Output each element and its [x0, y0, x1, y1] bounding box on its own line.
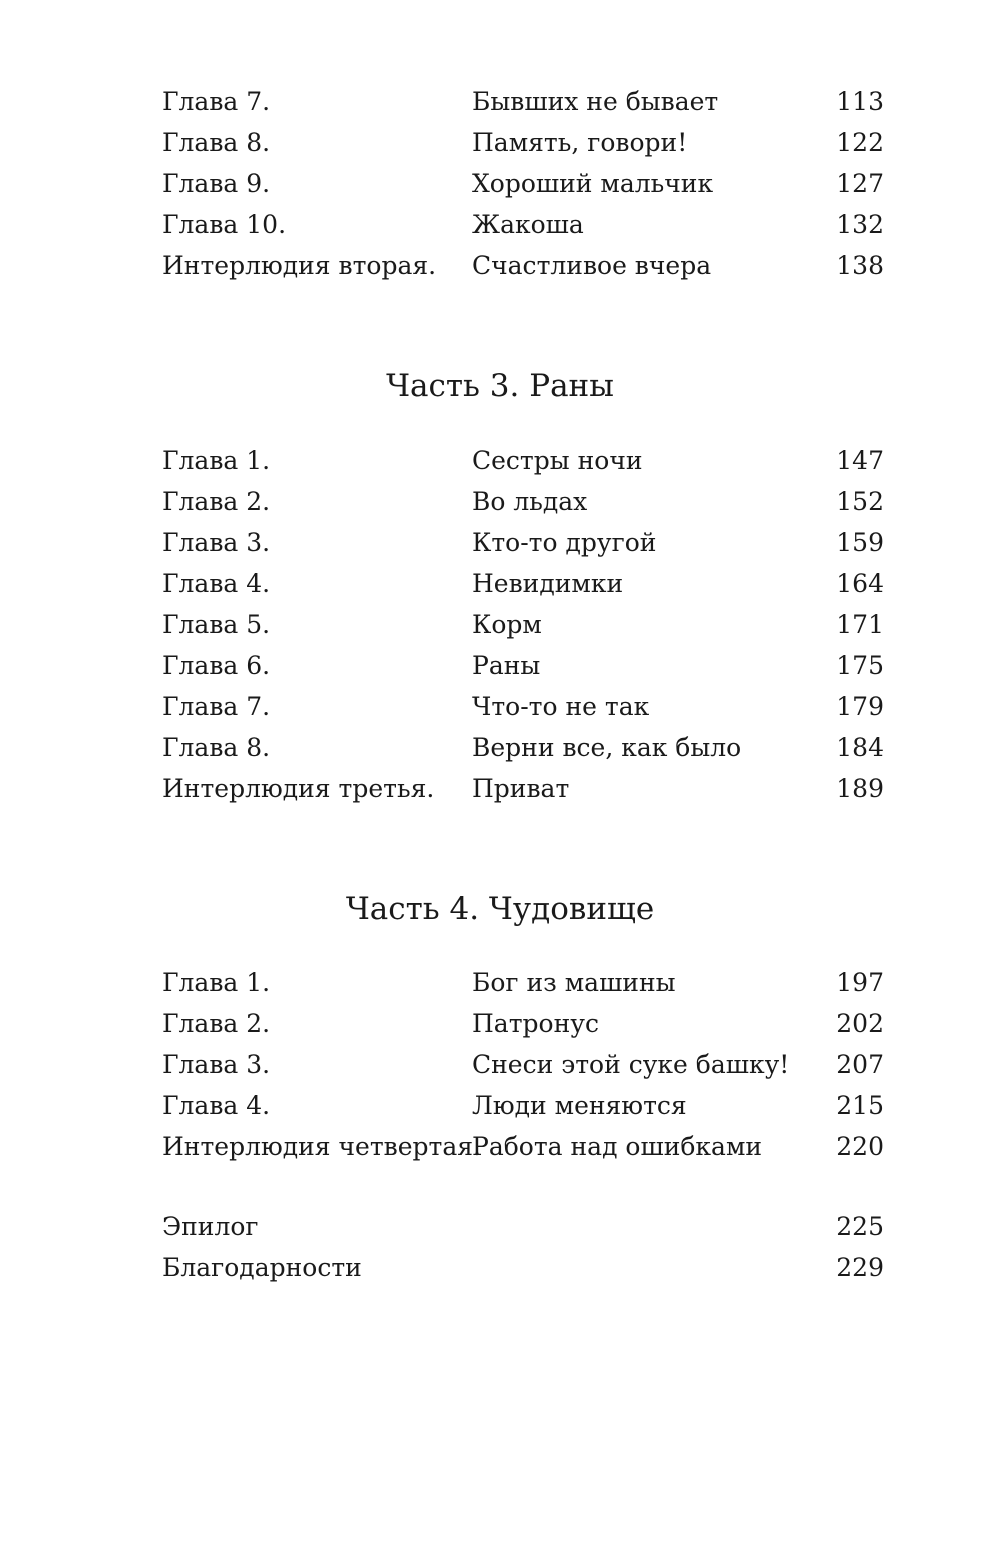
toc-entry	[162, 1085, 884, 1126]
entry-title: Корм	[472, 610, 542, 639]
entry-label: Глава 10.	[162, 210, 287, 239]
entry-label: Глава 3.	[162, 1050, 271, 1079]
entry-title: Сестры ночи	[472, 446, 643, 475]
toc-entry	[162, 563, 884, 604]
toc-section-part3	[162, 440, 884, 809]
entry-title: Работа над ошибками	[472, 1132, 763, 1161]
entry-page-number: 113	[836, 87, 884, 116]
toc-section-part2-continued	[162, 81, 884, 286]
toc-entry	[162, 604, 884, 645]
entry-page-number: 202	[836, 1009, 884, 1038]
entry-title: Бывших не бывает	[472, 87, 719, 116]
entry-title: Бог из машины	[472, 968, 676, 997]
entry-page-number: 138	[836, 251, 884, 280]
entry-label: Глава 7.	[162, 87, 271, 116]
entry-title: Кто-то другой	[472, 528, 657, 557]
toc-section-part4	[162, 962, 884, 1167]
entry-title: Счастливое вчера	[472, 251, 712, 280]
toc-entry	[162, 1247, 884, 1288]
entry-label: Глава 2.	[162, 487, 271, 516]
entry-title: Снеси этой суке башку!	[472, 1050, 790, 1079]
entry-title: Жакоша	[472, 210, 584, 239]
toc-entry	[162, 1206, 884, 1247]
entry-page-number: 164	[836, 569, 884, 598]
entry-page-number: 122	[836, 128, 884, 157]
toc-section-back-matter	[162, 1206, 884, 1288]
entry-title: Хороший мальчик	[472, 169, 714, 198]
toc-entry	[162, 163, 884, 204]
entry-label: Глава 7.	[162, 692, 271, 721]
entry-label: Глава 2.	[162, 1009, 271, 1038]
entry-title: Люди меняются	[472, 1091, 687, 1120]
entry-title: Патронус	[472, 1009, 599, 1038]
toc-entry	[162, 481, 884, 522]
part-4-heading: Часть 4. Чудовище	[345, 891, 655, 927]
entry-label: Глава 8.	[162, 733, 271, 762]
entry-page-number: 159	[836, 528, 884, 557]
toc-entry	[162, 440, 884, 481]
entry-label: Глава 5.	[162, 610, 271, 639]
entry-title: Верни все, как было	[472, 733, 742, 762]
entry-title: Невидимки	[472, 569, 624, 598]
entry-page-number: 152	[836, 487, 884, 516]
toc-entry	[162, 245, 884, 286]
entry-page-number: 220	[836, 1132, 884, 1161]
entry-label: Глава 6.	[162, 651, 271, 680]
toc-entry	[162, 1044, 884, 1085]
entry-title: Во льдах	[472, 487, 588, 516]
entry-label: Глава 1.	[162, 446, 271, 475]
toc-entry	[162, 645, 884, 686]
entry-label: Интерлюдия четвертая.	[162, 1132, 481, 1161]
entry-title: Что-то не так	[472, 692, 650, 721]
toc-entry	[162, 1126, 884, 1167]
toc-entry	[162, 81, 884, 122]
entry-label: Интерлюдия вторая.	[162, 251, 437, 280]
toc-entry	[162, 522, 884, 563]
entry-page-number: 175	[836, 651, 884, 680]
entry-label: Эпилог	[162, 1212, 259, 1241]
toc-entry	[162, 1003, 884, 1044]
toc-entry	[162, 768, 884, 809]
toc-entry	[162, 686, 884, 727]
toc-entry	[162, 122, 884, 163]
entry-title: Память, говори!	[472, 128, 688, 157]
entry-label: Глава 3.	[162, 528, 271, 557]
entry-page-number: 189	[836, 774, 884, 803]
entry-page-number: 132	[836, 210, 884, 239]
entry-page-number: 225	[836, 1212, 884, 1241]
entry-page-number: 229	[836, 1253, 884, 1282]
entry-label: Глава 4.	[162, 1091, 271, 1120]
entry-label: Глава 1.	[162, 968, 271, 997]
entry-page-number: 179	[836, 692, 884, 721]
part-3-heading: Часть 3. Раны	[386, 368, 614, 404]
entry-page-number: 184	[836, 733, 884, 762]
entry-page-number: 127	[836, 169, 884, 198]
entry-page-number: 207	[836, 1050, 884, 1079]
entry-label: Интерлюдия третья.	[162, 774, 435, 803]
entry-page-number: 197	[836, 968, 884, 997]
entry-page-number: 171	[836, 610, 884, 639]
entry-title: Приват	[472, 774, 570, 803]
entry-label: Благодарности	[162, 1253, 362, 1282]
entry-label: Глава 9.	[162, 169, 271, 198]
entry-label: Глава 8.	[162, 128, 271, 157]
toc-entry	[162, 962, 884, 1003]
toc-entry	[162, 204, 884, 245]
entry-label: Глава 4.	[162, 569, 271, 598]
entry-title: Раны	[472, 651, 541, 680]
toc-entry	[162, 727, 884, 768]
entry-page-number: 147	[836, 446, 884, 475]
entry-page-number: 215	[836, 1091, 884, 1120]
